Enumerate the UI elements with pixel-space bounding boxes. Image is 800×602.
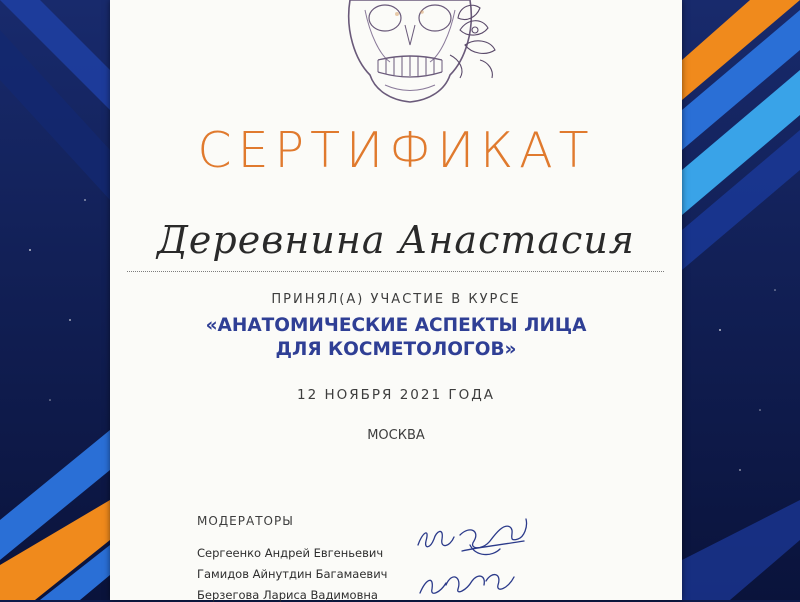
moderator-name: Гамидов Айнутдин Багамаевич xyxy=(197,567,388,581)
handwritten-signatures xyxy=(400,505,550,600)
certificate-title: СЕРТИФИКАТ xyxy=(197,122,595,179)
participation-text: ПРИНЯЛ(А) УЧАСТИЕ В КУРСЕ xyxy=(271,292,521,307)
course-title xyxy=(110,314,682,362)
moderators-label: МОДЕРАТОРЫ xyxy=(197,514,294,528)
city: МОСКВА xyxy=(367,428,425,443)
course-title-line-2: ДЛЯ КОСМЕТОЛОГОВ» xyxy=(275,339,517,360)
recipient-name: Деревнина Анастасия xyxy=(157,218,635,262)
course-date: 12 НОЯБРЯ 2021 ГОДА xyxy=(297,387,495,403)
moderator-name: Сергеенко Андрей Евгеньевич xyxy=(197,546,384,560)
moderator-name: Берзегова Лариса Вадимовна xyxy=(197,588,378,602)
skull-with-flowers-illustration xyxy=(310,0,510,112)
name-underline xyxy=(127,271,664,272)
course-title-line-1: «АНАТОМИЧЕСКИЕ АСПЕКТЫ ЛИЦА xyxy=(205,315,587,336)
